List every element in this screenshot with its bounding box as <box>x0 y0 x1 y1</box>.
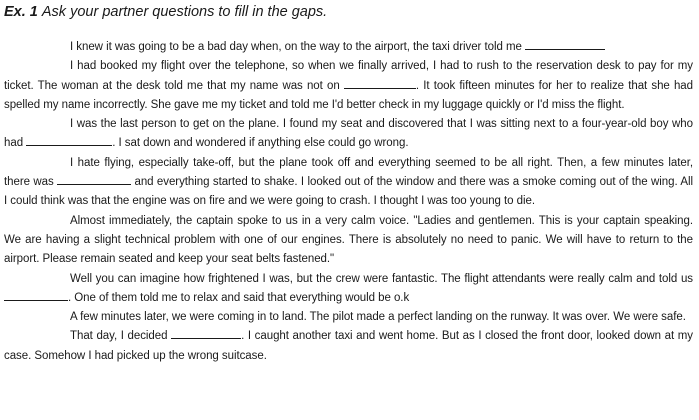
fill-gap-6[interactable] <box>171 327 241 339</box>
paragraph-2 <box>4 57 693 115</box>
paragraph-6-text-2: . One of them told me to relax and said that everything would be o.k <box>68 291 410 304</box>
paragraph-4-text-2: and everything started to shake. I looked out of the window and there was a smoke coming out of the wing. All I could think was that the engine was on fire and we were going to crash. I thought I was too young to die. <box>4 176 693 208</box>
paragraph-1-text-1: I knew it was going to be a bad day when, on the way to the airport, the taxi driver told me <box>70 41 522 53</box>
paragraph-2-text-2: . It took fifteen minutes for her to realize that she had spelled my name incorrectly. She gave me my ticket and told me I'd better check in my luggage quickly or I'd miss the flight. <box>4 79 693 111</box>
story-text <box>4 38 693 366</box>
paragraph-5 <box>4 212 693 270</box>
paragraph-4-text-1: I hate flying, especially take-off, but the plane took off and everything seemed to be all right. Then, a few minutes later, there was <box>4 156 693 189</box>
paragraph-6-text-1: Well you can imagine how frightened I was, but the crew were fantastic. The flight attendants were really calm and told us <box>70 272 693 285</box>
paragraph-4 <box>4 154 693 212</box>
paragraph-8-text-1: That day, I decided <box>70 330 168 343</box>
paragraph-3-text-2: . I sat down and wondered if anything else could go wrong. <box>112 137 409 150</box>
paragraph-2-text-1: I had booked my flight over the telephone, so when we finally arrived, I had to rush to the reservation desk to pay for my ticket. The woman at the desk told me that my name was not on <box>4 60 693 92</box>
fill-gap-3[interactable] <box>26 134 112 146</box>
exercise-heading <box>4 3 327 21</box>
paragraph-8-text-2: . I caught another taxi and went home. But as I closed the front door, looked down at my case. Somehow I had picked up the wrong suitcase. <box>4 330 693 362</box>
paragraph-5-text-1: Almost immediately, the captain spoke to us in a very calm voice. "Ladies and gentlemen. This is your captain speaking. We are having a slight technical problem with one of our engines. There is absolutely no need to panic. We will have to return to the airport. Please remain seated and keep your seat belts fastened." <box>4 214 693 266</box>
fill-gap-4[interactable] <box>57 173 131 185</box>
exercise-number: Ex. 1 <box>4 4 38 20</box>
exercise-instruction: Ask your partner questions to fill in the gaps. <box>41 4 328 20</box>
fill-gap-1[interactable] <box>525 38 605 50</box>
fill-gap-5[interactable] <box>4 289 68 301</box>
paragraph-7-text-1: A few minutes later, we were coming in to land. The pilot made a perfect landing on the runway. It was over. We were safe. <box>70 311 686 324</box>
paragraph-8 <box>4 327 693 366</box>
fill-gap-2[interactable] <box>344 77 416 89</box>
paragraph-3 <box>4 115 693 154</box>
paragraph-7 <box>4 308 693 327</box>
paragraph-1 <box>4 38 693 57</box>
paragraph-3-text-1: I was the last person to get on the plane. I found my seat and discovered that I was sitting next to a four-year-old boy who had <box>4 118 693 150</box>
paragraph-6 <box>4 270 693 309</box>
